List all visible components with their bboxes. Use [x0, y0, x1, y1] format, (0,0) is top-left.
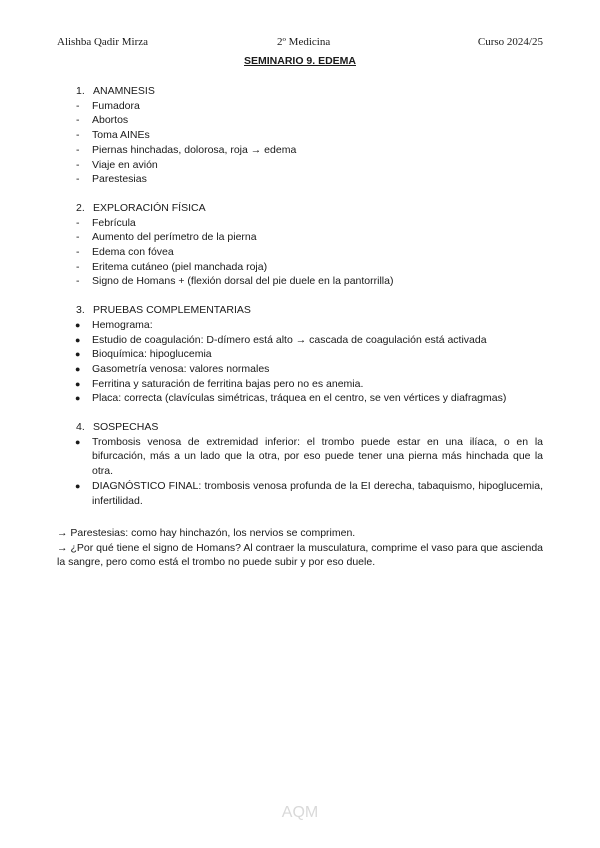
section-number: 1.: [76, 85, 85, 97]
dash-icon: -: [76, 114, 80, 127]
notes-block: [57, 526, 543, 570]
section-number: 2.: [76, 201, 85, 214]
bullet-icon: ●: [75, 319, 81, 330]
dash-icon: -: [76, 231, 80, 244]
section-number: 3.: [76, 304, 85, 317]
section-title-text: PRUEBAS COMPLEMENTARIAS: [93, 304, 251, 317]
section-list: [57, 99, 543, 187]
dash-icon: -: [76, 275, 80, 288]
watermark: AQM: [281, 804, 319, 821]
list-item-text: Edema con fóvea: [92, 246, 174, 259]
list-item-text: Hemograma:: [92, 318, 153, 331]
list-item-text: Febrícula: [92, 216, 136, 229]
page-header: [57, 36, 543, 52]
list-item: [57, 143, 543, 158]
list-item-text: Estudio de coagulación: D-dímero está alto → cascada de coagulación está activada: [92, 333, 487, 346]
list-item-text: Gasometría venosa: valores normales: [92, 362, 270, 375]
bullet-icon: ●: [75, 436, 81, 447]
header-course: 2º Medicina: [277, 36, 331, 48]
list-item-text: Signo de Homans + (flexión dorsal del pie duele en la pantorrilla): [92, 275, 394, 288]
list-item-text: Viaje en avión: [92, 158, 158, 171]
section: [57, 303, 543, 406]
list-item: [57, 128, 543, 143]
bullet-icon: ●: [75, 334, 81, 345]
list-item: [57, 158, 543, 173]
dash-icon: -: [76, 246, 80, 259]
list-item: [57, 260, 543, 275]
list-item: [57, 362, 543, 377]
list-item-text: DIAGNÓSTICO FINAL: trombosis venosa profunda de la EI derecha, tabaquismo, hipoglucemia, infertilidad.: [92, 479, 543, 507]
list-item-text: Piernas hinchadas, dolorosa, roja → edema: [92, 143, 297, 156]
bullet-icon: ●: [75, 349, 81, 360]
list-item-text: Placa: correcta (clavículas simétricas, tráquea en el centro, se ven vértices y diafragmas): [92, 392, 507, 405]
list-item: [57, 99, 543, 114]
section: [57, 201, 543, 289]
note-paragraph: → ¿Por qué tiene el signo de Homans? Al contraer la musculatura, comprime el vaso para que ascienda la sangre, pero como está el trombo no puede subir y por eso duele.: [57, 541, 543, 569]
list-item: [57, 377, 543, 392]
list-item-text: Fumadora: [92, 99, 140, 112]
note-paragraph: → Parestesias: como hay hinchazón, los nervios se comprimen.: [57, 527, 356, 539]
document-title: SEMINARIO 9. EDEMA: [243, 55, 356, 67]
dash-icon: -: [76, 216, 80, 229]
section-title: [57, 84, 543, 99]
dash-icon: -: [76, 173, 80, 186]
list-item: [57, 274, 543, 289]
list-item-text: Ferritina y saturación de ferritina bajas pero no es anemia.: [92, 377, 364, 390]
header-author: Alishba Qadir Mirza: [57, 36, 149, 48]
dash-icon: -: [76, 143, 80, 156]
list-item: [57, 479, 543, 508]
list-item-text: Parestesias: [92, 173, 147, 186]
section-title: [57, 303, 543, 318]
list-item-text: Toma AINEs: [92, 129, 150, 142]
list-item-text: Eritema cutáneo (piel manchada roja): [92, 260, 268, 273]
section: [57, 84, 543, 187]
section-list: [57, 318, 543, 406]
section-list: [57, 216, 543, 290]
section-title-text: EXPLORACIÓN FÍSICA: [93, 201, 206, 214]
list-item-text: Bioquímica: hipoglucemia: [92, 348, 212, 361]
list-item: [57, 435, 543, 479]
section-title-text: ANAMNESIS: [93, 85, 155, 97]
document-body: [57, 84, 543, 522]
header-year: Curso 2024/25: [477, 36, 543, 48]
list-item: [57, 347, 543, 362]
list-item-text: Abortos: [92, 114, 129, 127]
section-number: 4.: [76, 421, 85, 434]
list-item: [57, 245, 543, 260]
list-item-text: Aumento del perímetro de la pierna: [92, 231, 257, 244]
dash-icon: -: [76, 129, 80, 142]
list-item: [57, 113, 543, 128]
section-list: [57, 435, 543, 509]
bullet-icon: ●: [75, 378, 81, 389]
list-item: [57, 230, 543, 245]
section: [57, 420, 543, 508]
list-item-text: Trombosis venosa de extremidad inferior: el trombo puede estar en una ilíaca, o en la bifurcación, más a un lado que la otra, por eso puede tener una pierna más hinchada que la otra.: [92, 435, 543, 478]
section-title-text: SOSPECHAS: [93, 421, 159, 434]
bullet-icon: ●: [75, 393, 81, 404]
dash-icon: -: [76, 99, 80, 112]
list-item: [57, 391, 543, 406]
bullet-icon: ●: [75, 480, 81, 491]
dash-icon: -: [76, 158, 80, 171]
section-title: [57, 201, 543, 216]
list-item: [57, 216, 543, 231]
section-title: [57, 420, 543, 435]
list-item: [57, 172, 543, 187]
list-item: [57, 318, 543, 333]
list-item: [57, 333, 543, 348]
dash-icon: -: [76, 260, 80, 273]
bullet-icon: ●: [75, 363, 81, 374]
